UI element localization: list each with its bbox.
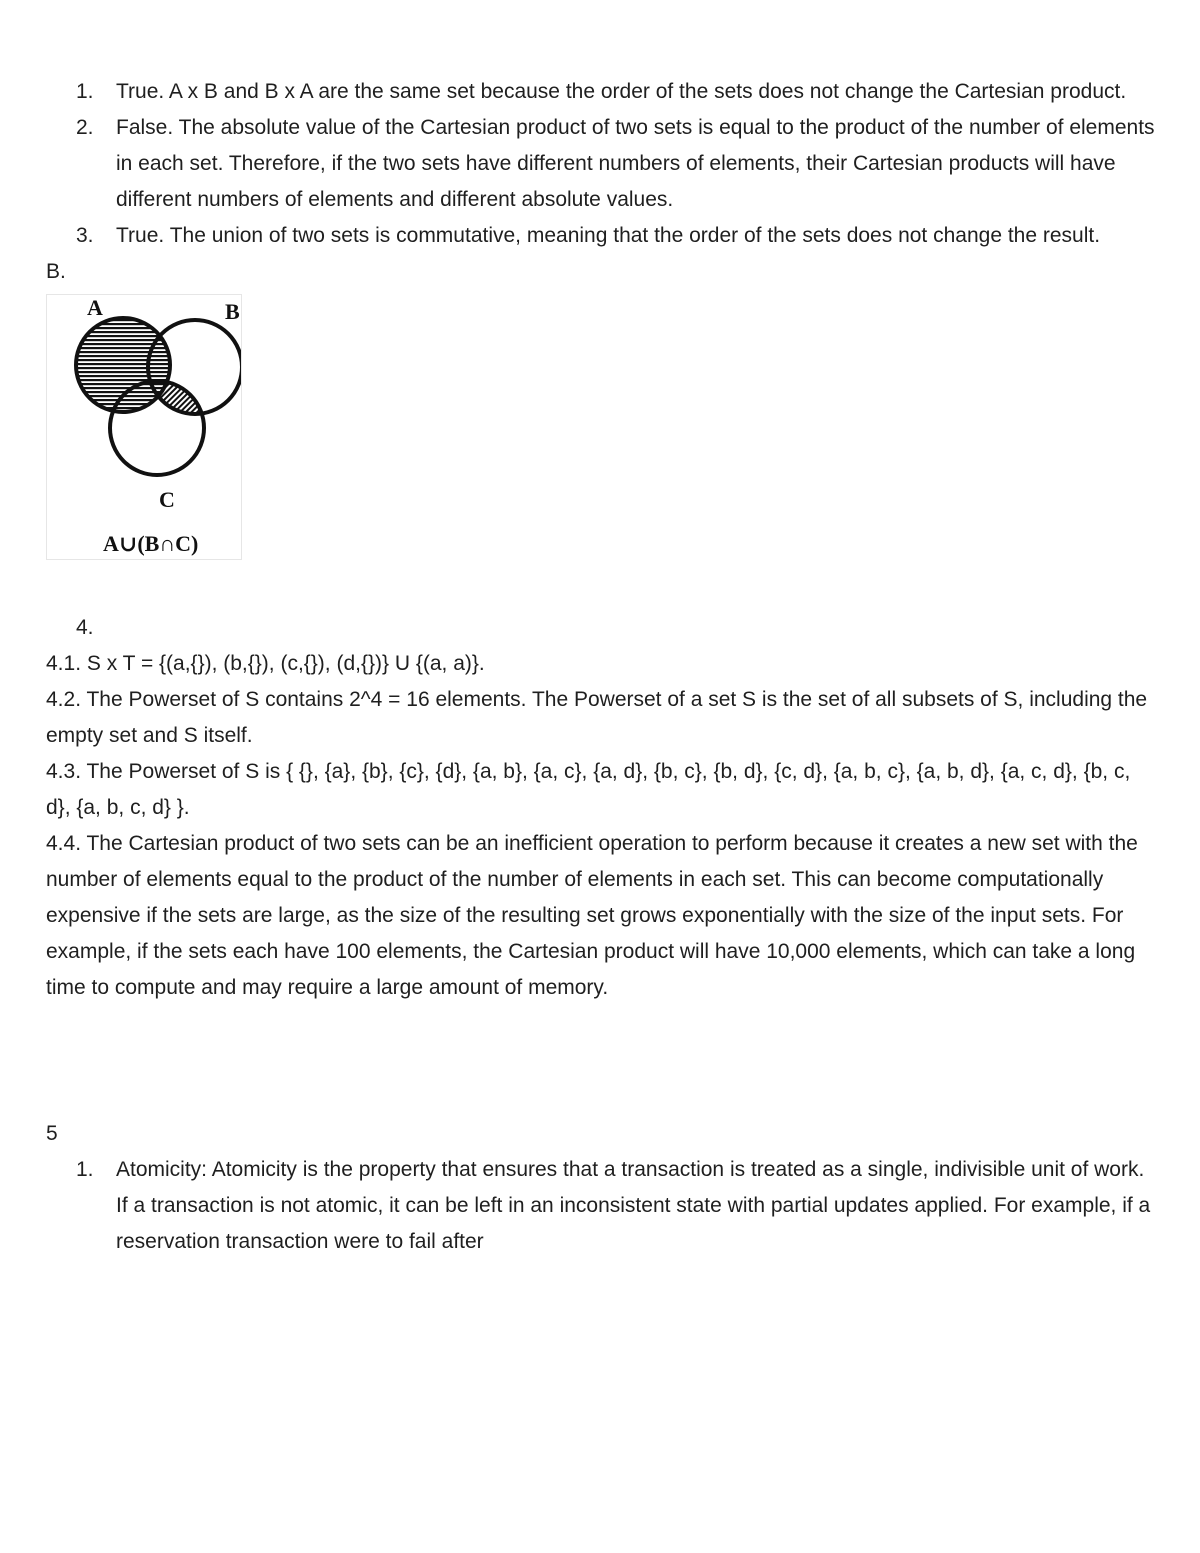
venn-caption: A∪(B∩C): [103, 531, 199, 556]
section-4-item: 4.3. The Powerset of S is { {}, {a}, {b}, {c}, {d}, {a, b}, {a, c}, {a, d}, {b, c}, {b, d}, {c, d}, {a, b, c}, {a, b, d}, {a, c, d}, {b, c, d}, {a, b, c, d} }.: [46, 760, 1131, 819]
list-item: [46, 74, 1156, 110]
list-number: 2.: [76, 116, 94, 139]
document-page: [46, 74, 1156, 1260]
list-item-text: True. The union of two sets is commutative, meaning that the order of the sets does not change the result.: [116, 224, 1101, 247]
section-b-label: B.: [46, 260, 66, 283]
answer-list-a: [46, 74, 1156, 254]
list-number: 1.: [76, 1158, 94, 1181]
set-b-label: B: [225, 299, 240, 324]
list-item-text: Atomicity: Atomicity is the property that ensures that a transaction is treated as a single, indivisible unit of work. If a transaction is not atomic, it can be left in an inconsistent state with partial updates applied. For example, if a reservation transaction were to fail after: [116, 1158, 1151, 1253]
venn-diagram-figure: [46, 294, 242, 560]
list-item: [46, 110, 1156, 218]
set-c-label: C: [159, 487, 175, 512]
answer-list-5: [46, 1152, 1156, 1260]
list-item: [46, 218, 1156, 254]
venn-diagram: [47, 295, 241, 559]
list-number: 1.: [76, 80, 94, 103]
section-5-heading: 5: [46, 1122, 58, 1145]
section-4-item: 4.2. The Powerset of S contains 2^4 = 16 elements. The Powerset of a set S is the set of all subsets of S, including the empty set and S itself.: [46, 688, 1148, 747]
list-item-text: True. A x B and B x A are the same set because the order of the sets does not change the Cartesian product.: [116, 80, 1127, 103]
set-a-label: A: [87, 295, 103, 320]
list-item: [46, 1152, 1156, 1260]
section-4-item: 4.1. S x T = {(a,{}), (b,{}), (c,{}), (d,{})} U {(a, a)}.: [46, 652, 485, 675]
section-4-heading: 4.: [76, 616, 94, 639]
section-4-item: 4.4. The Cartesian product of two sets can be an inefficient operation to perform because it creates a new set with the number of elements equal to the product of the number of elements in each set. This can become computationally expensive if the sets are large, as the size of the resulting set grows exponentially with the size of the input sets. For example, if the sets each have 100 elements, the Cartesian product will have 10,000 elements, which can take a long time to compute and may require a large amount of memory.: [46, 832, 1138, 999]
list-item-text: False. The absolute value of the Cartesian product of two sets is equal to the product of the number of elements in each set. Therefore, if the two sets have different numbers of elements, their Cartesian products will have different numbers of elements and different absolute values.: [116, 116, 1155, 211]
list-number: 3.: [76, 224, 94, 247]
